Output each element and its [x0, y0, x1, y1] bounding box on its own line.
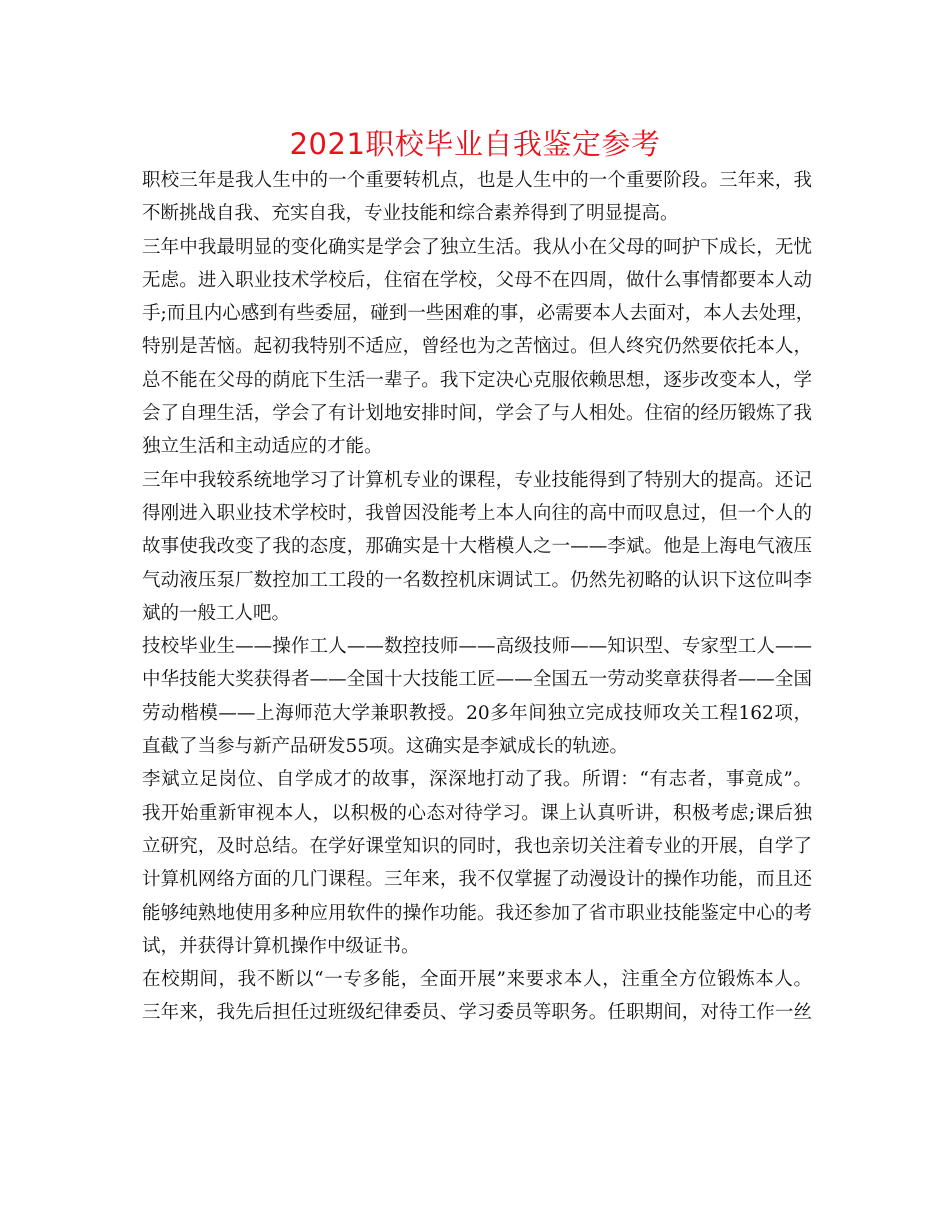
document-title: 2021职校毕业自我鉴定参考	[289, 127, 661, 161]
text-line: 能够纯熟地使用多种应用软件的操作功能。我还参加了省市职业技能鉴定中心的考	[142, 902, 812, 924]
text-line: 独立生活和主动适应的才能。	[142, 436, 383, 458]
text-line: 劳动楷模——上海师范大学兼职教授。20多年间独立完成技师攻关工程162项，	[142, 702, 812, 724]
text-line: 无虑。进入职业技术学校后，住宿在学校，父母不在四周，做什么事情都要本人动	[142, 269, 812, 291]
text-line: 李斌立足岗位、自学成才的故事，深深地打动了我。所谓：“有志者，事竟成”。	[142, 769, 812, 791]
text-line: 气动液压泵厂数控加工工段的一名数控机床调试工。仍然先初略的认识下这位叫李	[142, 569, 812, 591]
text-line: 试，并获得计算机操作中级证书。	[142, 935, 420, 957]
text-line: 中华技能大奖获得者——全国十大技能工匠——全国五一劳动奖章获得者——全国	[142, 669, 812, 691]
text-line: 得刚进入职业技术学校时，我曾因没能考上本人向往的高中而叹息过，但一个人的	[142, 502, 812, 524]
text-line: 三年中我最明显的变化确实是学会了独立生活。我从小在父母的呵护下成长，无忧	[142, 236, 812, 258]
text-line: 总不能在父母的荫庇下生活一辈子。我下定决心克服依赖思想，逐步改变本人，学	[142, 369, 812, 391]
text-line: 会了自理生活，学会了有计划地安排时间，学会了与人相处。住宿的经历锻炼了我	[142, 403, 812, 425]
text-line: 技校毕业生——操作工人——数控技师——高级技师——知识型、专家型工人——	[142, 636, 812, 658]
text-line: 特别是苦恼。起初我特别不适应，曾经也为之苦恼过。但人终究仍然要依托本人，	[142, 336, 812, 358]
text-line: 我开始重新审视本人，以积极的心态对待学习。课上认真听讲，积极考虑;课后独	[142, 802, 812, 824]
text-line: 三年来，我先后担任过班级纪律委员、学习委员等职务。任职期间，对待工作一丝	[142, 1002, 812, 1024]
text-line: 直截了当参与新产品研发55项。这确实是李斌成长的轨迹。	[142, 736, 629, 758]
text-line: 在校期间，我不断以“一专多能，全面开展”来要求本人，注重全方位锻炼本人。	[142, 969, 812, 991]
document-body	[142, 164, 815, 1030]
text-line: 不断挑战自我、充实自我，专业技能和综合素养得到了明显提高。	[142, 203, 679, 225]
text-line: 斌的一般工人吧。	[142, 602, 291, 624]
text-line: 立研究，及时总结。在学好课堂知识的同时，我也亲切关注着专业的开展，自学了	[142, 835, 812, 857]
text-line: 手;而且内心感到有些委屈，碰到一些困难的事，必需要本人去面对，本人去处理，	[142, 303, 815, 325]
text-line: 故事使我改变了我的态度，那确实是十大楷模人之一——李斌。他是上海电气液压	[142, 536, 812, 558]
text-line: 计算机网络方面的几门课程。三年来，我不仅掌握了动漫设计的操作功能，而且还	[142, 869, 812, 891]
text-line: 三年中我较系统地学习了计算机专业的课程，专业技能得到了特别大的提高。还记	[142, 469, 812, 491]
text-line: 职校三年是我人生中的一个重要转机点，也是人生中的一个重要阶段。三年来，我	[142, 170, 812, 191]
